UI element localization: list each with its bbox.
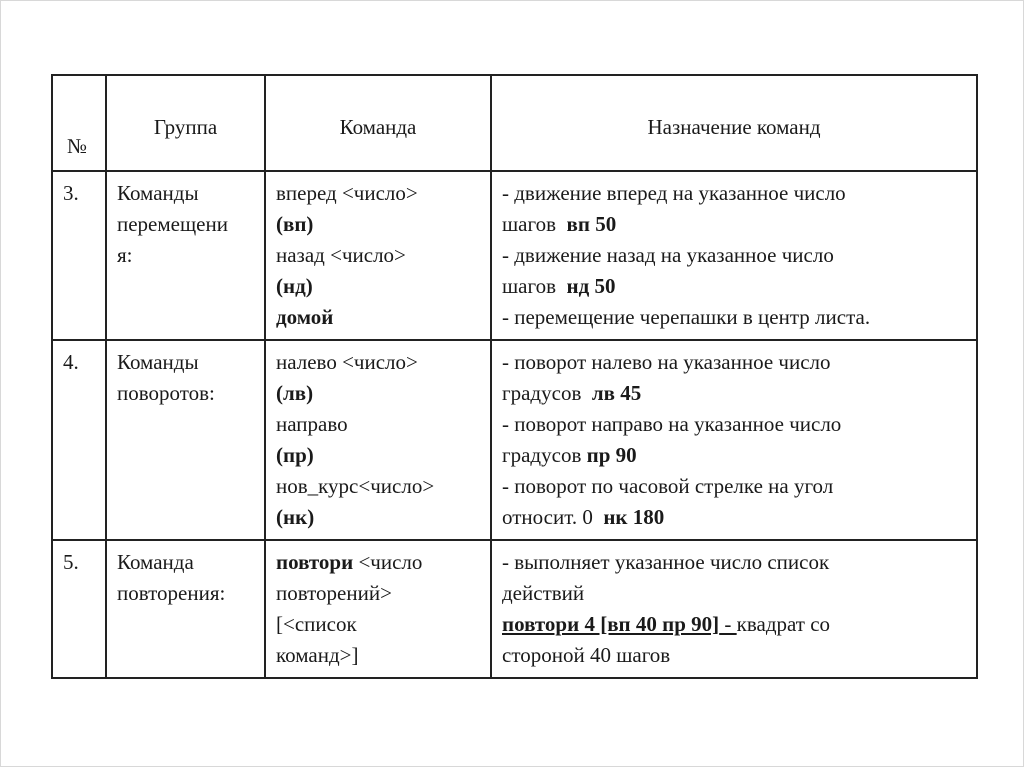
purpose-text: - движение назад на указанное число: [502, 243, 834, 267]
purpose-dash: -: [719, 612, 737, 636]
purpose-text: [502, 209, 966, 240]
purpose-example: повтори 4 [вп 40 пр 90]: [502, 612, 720, 636]
command-text: направо: [276, 412, 348, 436]
group-text: перемещени: [117, 212, 228, 236]
row-number: 5.: [52, 540, 106, 678]
command-text: повторений>: [276, 581, 392, 605]
group-text: Команда: [117, 550, 194, 574]
purpose-text: [502, 609, 966, 640]
command-abbrev: (вп): [276, 212, 314, 236]
purpose-example: вп 50: [566, 212, 617, 236]
purpose-example: нк 180: [603, 505, 665, 529]
purpose-text-plain: шагов: [502, 274, 567, 298]
table-row: [52, 540, 977, 678]
group-text: поворотов:: [117, 381, 215, 405]
purpose-text-plain: квадрат со: [736, 612, 831, 636]
purpose-text: - поворот налево на указанное число: [502, 350, 831, 374]
group-text: Команды: [117, 181, 199, 205]
command-text: нов_курс<число>: [276, 474, 435, 498]
row-number: 4.: [52, 340, 106, 540]
header-purpose: Назначение команд: [491, 75, 977, 171]
purpose-example: пр 90: [586, 443, 637, 467]
command-abbrev: (лв): [276, 381, 314, 405]
header-command: Команда: [265, 75, 491, 171]
command-text: назад <число>: [276, 243, 406, 267]
purpose-text: действий: [502, 581, 585, 605]
purpose-cell: [491, 340, 977, 540]
group-cell: [106, 171, 265, 340]
purpose-text-plain: относит. 0: [502, 505, 604, 529]
header-group: Группа: [106, 75, 265, 171]
header-num: №: [52, 75, 106, 171]
purpose-text: [502, 378, 966, 409]
purpose-text: - поворот направо на указанное число: [502, 412, 842, 436]
purpose-example: лв 45: [591, 381, 642, 405]
group-cell: [106, 540, 265, 678]
purpose-cell: [491, 540, 977, 678]
purpose-text: [502, 440, 966, 471]
command-abbrev: (нд): [276, 274, 313, 298]
purpose-cell: [491, 171, 977, 340]
command-cell: [265, 171, 491, 340]
commands-table: [51, 74, 978, 679]
purpose-text: - выполняет указанное число список: [502, 550, 830, 574]
group-text: я:: [117, 243, 133, 267]
purpose-text: стороной 40 шагов: [502, 643, 671, 667]
command-arg: <число: [353, 550, 423, 574]
command-text: домой: [276, 305, 334, 329]
command-text: [<список: [276, 612, 357, 636]
purpose-text: - перемещение черепашки в центр листа.: [502, 305, 871, 329]
command-keyword: повтори: [276, 550, 354, 574]
row-number: 3.: [52, 171, 106, 340]
purpose-text-plain: градусов: [502, 443, 587, 467]
command-cell: [265, 340, 491, 540]
purpose-example: нд 50: [566, 274, 616, 298]
group-cell: [106, 340, 265, 540]
command-text: налево <число>: [276, 350, 418, 374]
command-text: вперед <число>: [276, 181, 418, 205]
table-row: [52, 340, 977, 540]
purpose-text-plain: шагов: [502, 212, 567, 236]
purpose-text: [502, 271, 966, 302]
purpose-text-plain: градусов: [502, 381, 592, 405]
command-cell: [265, 540, 491, 678]
command-abbrev: (нк): [276, 505, 315, 529]
command-abbrev: (пр): [276, 443, 314, 467]
table-header-row: [52, 75, 977, 171]
group-text: Команды: [117, 350, 199, 374]
command-text: [276, 547, 480, 578]
table-row: [52, 171, 977, 340]
command-text: команд>]: [276, 643, 359, 667]
group-text: повторения:: [117, 581, 226, 605]
purpose-text: [502, 502, 966, 533]
purpose-text: - поворот по часовой стрелке на угол: [502, 474, 834, 498]
purpose-text: - движение вперед на указанное число: [502, 181, 846, 205]
